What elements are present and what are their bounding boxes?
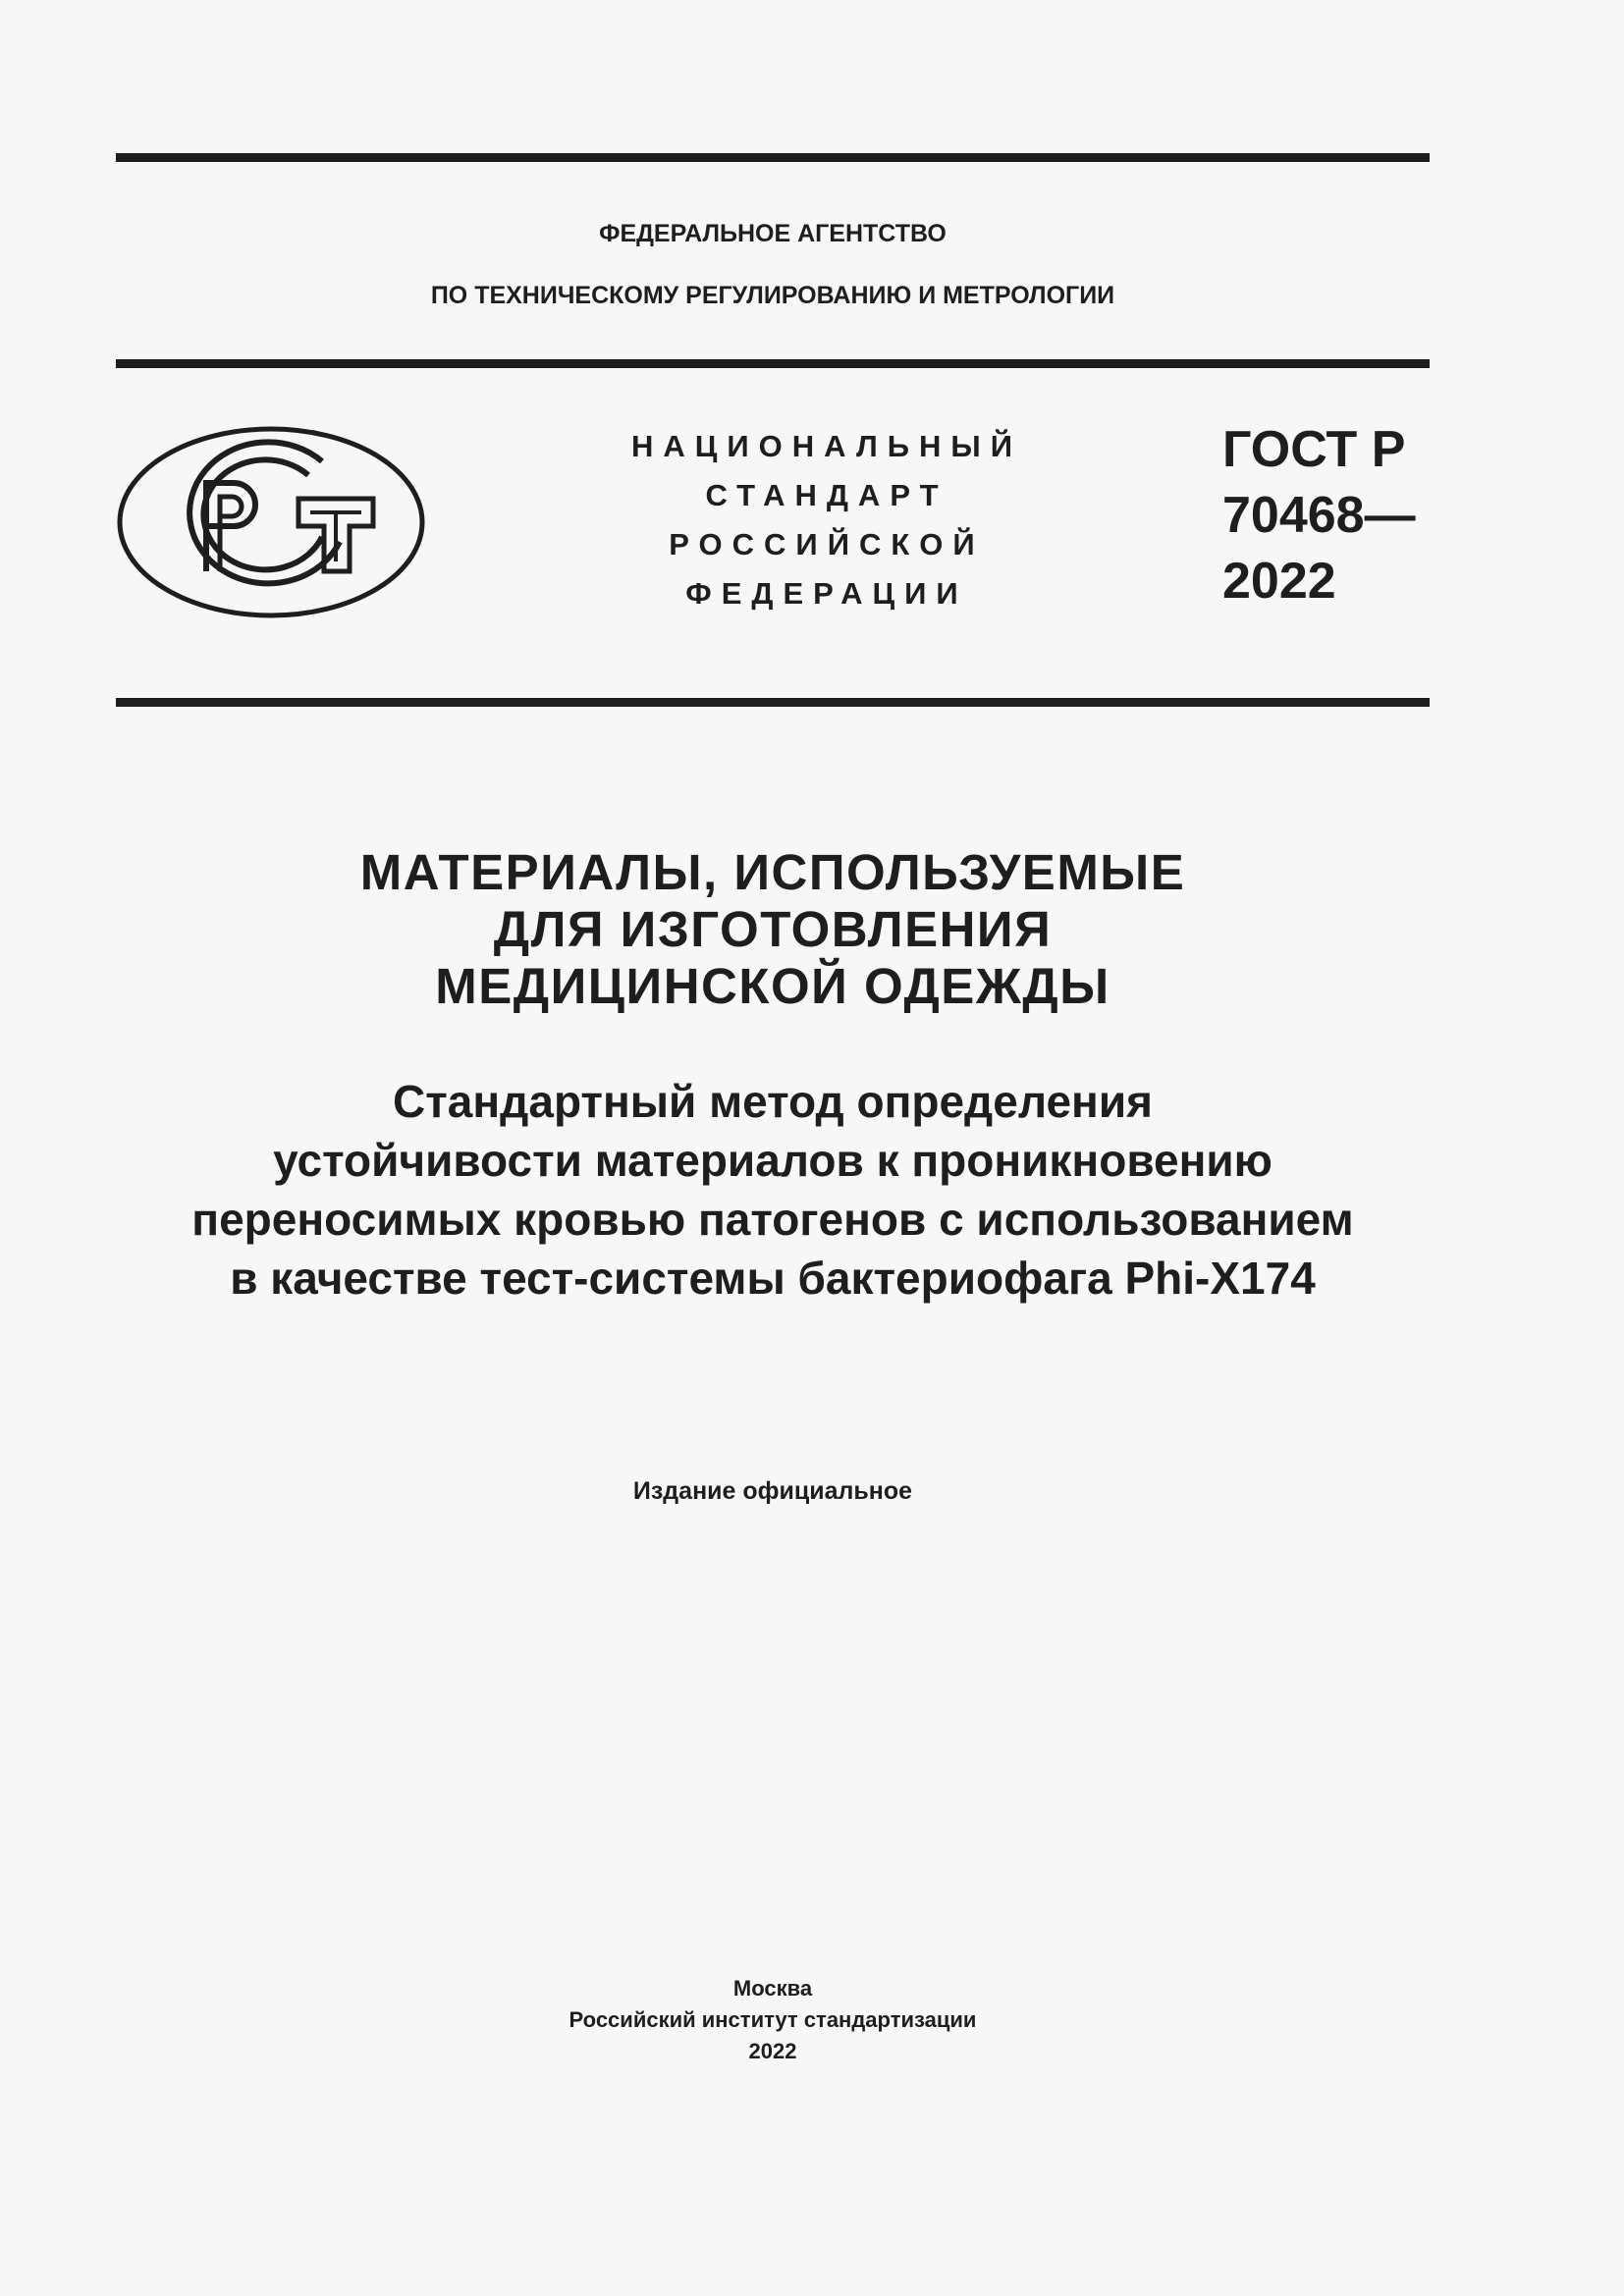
imprint-year: 2022 [748,2039,797,2063]
title-line-3: МЕДИЦИНСКОЙ ОДЕЖДЫ [435,958,1110,1014]
category-line-3: РОССИЙСКОЙ [669,527,985,561]
title-line-2: ДЛЯ ИЗГОТОВЛЕНИЯ [493,901,1053,957]
imprint-city: Москва [732,1976,813,2001]
rst-certification-mark-icon [116,424,426,620]
imprint [116,1973,1430,2067]
designation-line-1: ГОСТ Р [1222,421,1406,478]
subtitle-line-3: переносимых кровью патогенов с использованием [191,1194,1354,1245]
agency-line-1: ФЕДЕРАЛЬНОЕ АГЕНТСТВО [599,220,947,247]
category-line-1: НАЦИОНАЛЬНЫЙ [630,429,1023,463]
subtitle-line-1: Стандартный метод определения [393,1076,1153,1127]
category-line-2: СТАНДАРТ [705,478,948,512]
document-subtitle [116,1072,1430,1308]
document-title [116,844,1430,1015]
standard-designation [1222,417,1416,614]
agency-name [116,218,1430,342]
category-line-4: ФЕДЕРАЦИИ [685,576,968,611]
subtitle-line-2: устойчивости материалов к проникновению [273,1135,1272,1186]
imprint-publisher: Российский институт стандартизации [568,2007,977,2032]
agency-line-2: ПО ТЕХНИЧЕСКОМУ РЕГУЛИРОВАНИЮ И МЕТРОЛОГИИ [430,282,1115,309]
edition-note: Издание официальное [632,1477,913,1505]
designation-line-3: 2022 [1222,553,1336,610]
designation-line-2: 70468— [1222,487,1416,544]
title-line-1: МАТЕРИАЛЫ, ИСПОЛЬЗУЕМЫЕ [359,844,1186,900]
top-rule [116,153,1430,162]
header-rule [116,359,1430,368]
subtitle-line-4: в качестве тест-системы бактериофага Phi-X174 [230,1253,1316,1304]
national-standard-label [601,422,1053,618]
title-rule [116,698,1430,707]
